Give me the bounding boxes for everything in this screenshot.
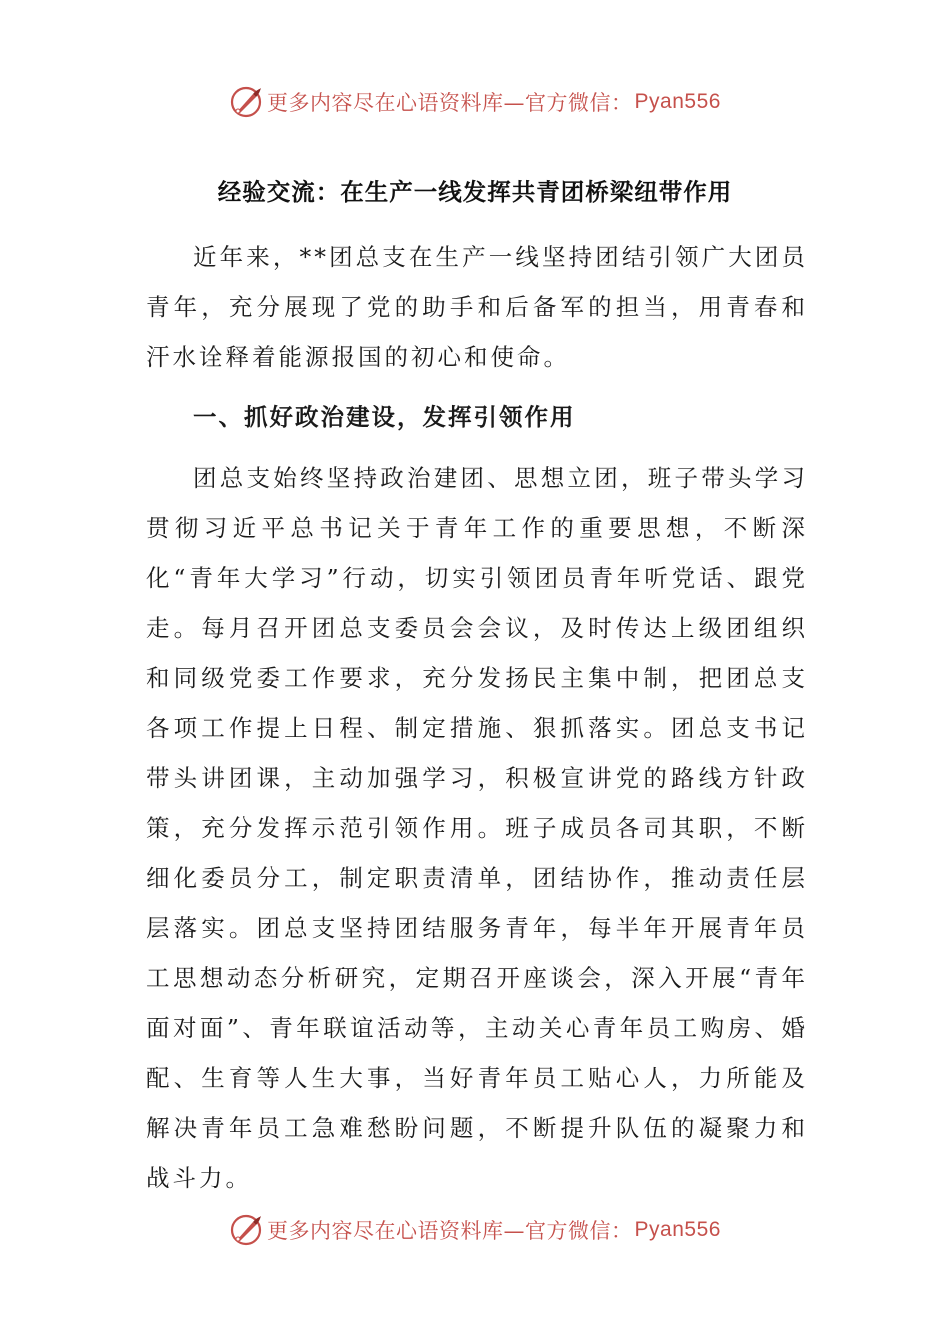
banner-text: 更多内容尽在心语资料库—官方微信： bbox=[267, 91, 633, 115]
banner-text: 更多内容尽在心语资料库—官方微信： bbox=[267, 1219, 633, 1243]
section-heading: 一、抓好政治建设，发挥引领作用 bbox=[193, 403, 576, 431]
banner-wechat-id: Pyan556 bbox=[634, 1218, 721, 1241]
quill-pen-circle-icon bbox=[229, 85, 263, 119]
quill-pen-circle-icon bbox=[229, 1213, 263, 1247]
footer-banner bbox=[0, 1210, 950, 1250]
section-body-text: 团总支始终坚持政治建团、思想立团，班子带头学习贯彻习近平总书记关于青年工作的重要思想，不断深化“青年大学习”行动，切实引领团员青年听党话、跟党走。每月召开团总支委员会会议，及时传达上级团组织和同级党委工作要求，充分发扬民主集中制，把团总支各项工作提上日程、制定措施、狠抓落实。团总支书记带头讲团课，主动加强学习，积极宣讲党的路线方针政策，充分发挥示范引领作用。班子成员各司其职，不断细化委员分工，制定职责清单，团结协作，推动责任层层落实。团总支坚持团结服务青年，每半年开展青年员工思想动态分析研究，定期召开座谈会，深入开展“青年面对面”、青年联谊活动等，主动关心青年员工购房、婚配、生育等人生大事，当好青年员工贴心人，力所能及解决青年员工急难愁盼问题，不断提升队伍的凝聚力和战斗力。 bbox=[146, 464, 808, 1192]
document-title: 经验交流：在生产一线发挥共青团桥梁纽带作用 bbox=[217, 178, 733, 206]
intro-text: 近年来，**团总支在生产一线坚持团结引领广大团员青年，充分展现了党的助手和后备军的担当，用青春和汗水诠释着能源报国的初心和使命。 bbox=[146, 243, 808, 371]
section-body-paragraph bbox=[146, 453, 808, 1203]
header-banner bbox=[0, 82, 950, 122]
intro-paragraph bbox=[146, 232, 808, 382]
banner-wechat-id: Pyan556 bbox=[634, 90, 721, 113]
